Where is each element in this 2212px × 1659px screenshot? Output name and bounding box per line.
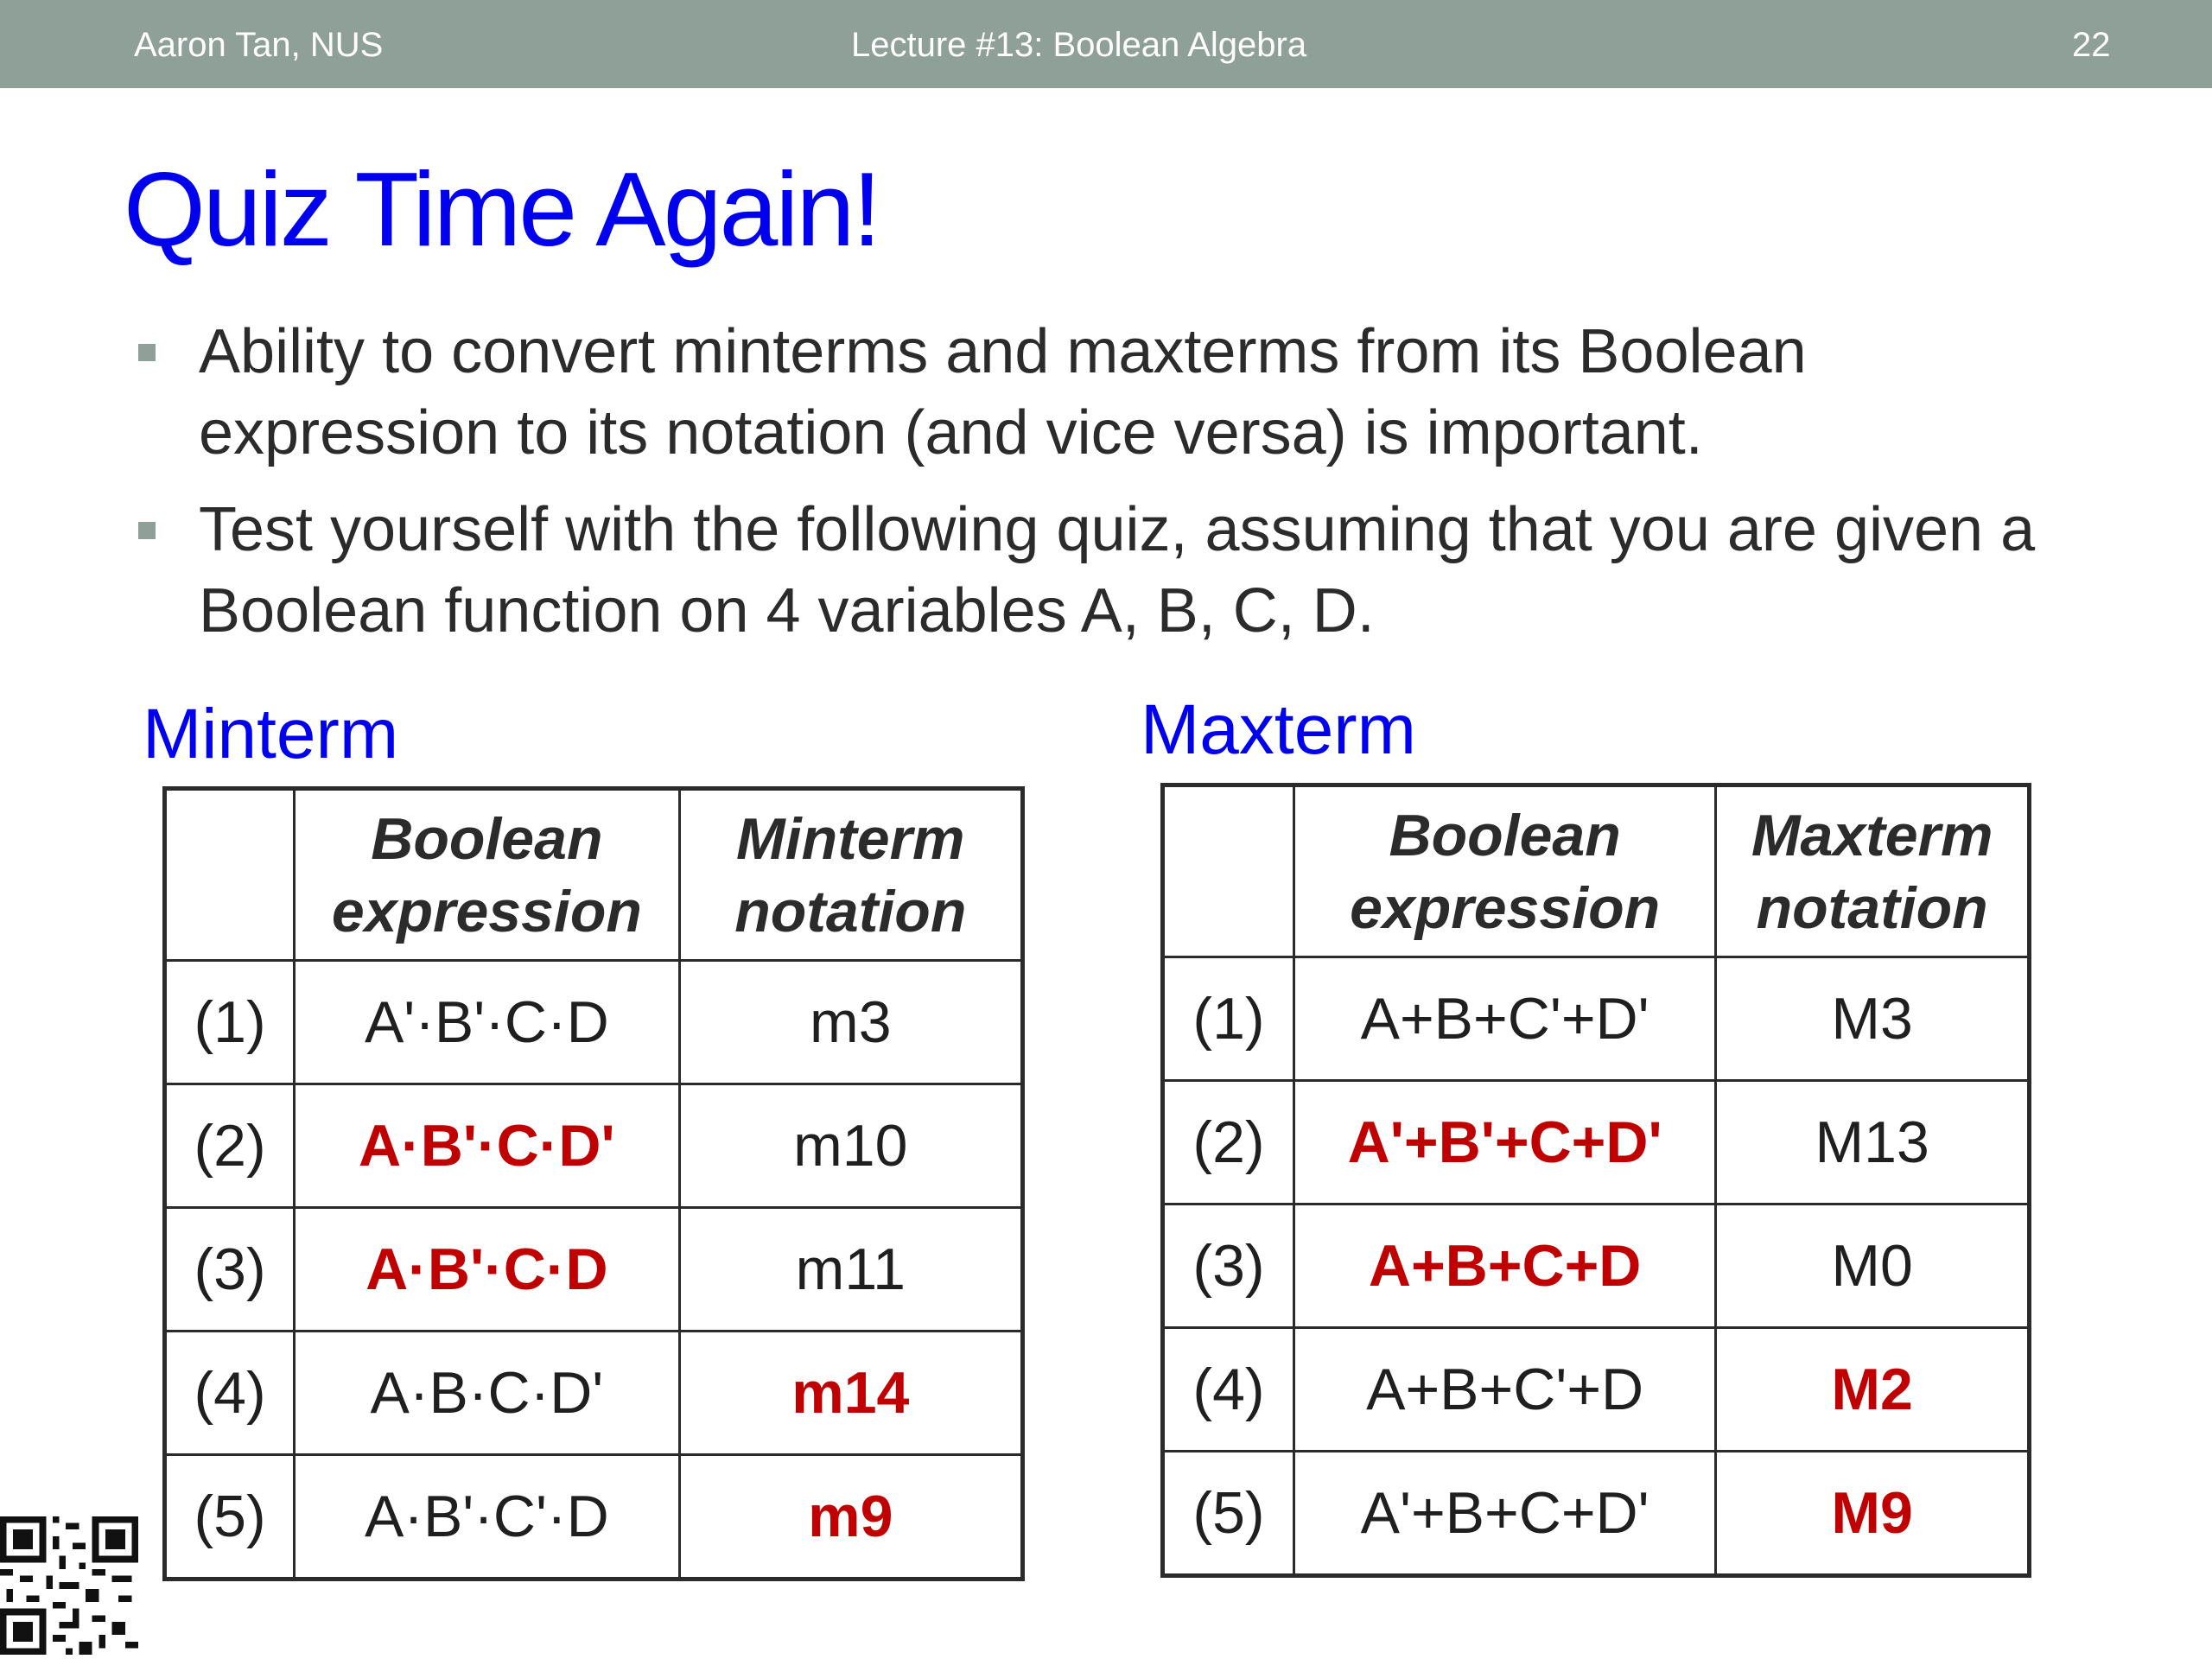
row-expression-answer: A·B'·C·D (295, 1208, 679, 1332)
row-notation: m10 (679, 1084, 1022, 1208)
row-expression-answer: A·B'·C·D' (295, 1084, 679, 1208)
row-notation-answer: M9 (1716, 1452, 2030, 1576)
row-notation: M3 (1716, 957, 2030, 1081)
table-row (1163, 1205, 2030, 1328)
table-row (1163, 1081, 2030, 1205)
table-header-row (165, 789, 1023, 961)
bullet-marker (138, 344, 156, 361)
row-index: (1) (165, 961, 295, 1084)
table-header-row (1163, 785, 2030, 957)
bullet-item (134, 311, 2121, 474)
table-row (165, 961, 1023, 1084)
row-expression: A+B+C'+D' (1294, 957, 1715, 1081)
row-index: (3) (165, 1208, 295, 1332)
table-row (1163, 1452, 2030, 1576)
row-expression: A·B·C·D' (295, 1332, 679, 1455)
row-expression: A'+B+C+D' (1294, 1452, 1715, 1576)
page-number: 22 (2072, 26, 2111, 64)
table-row (165, 1332, 1023, 1455)
row-expression: A+B+C'+D (1294, 1328, 1715, 1452)
maxterm-table (1160, 783, 2031, 1578)
bullet-text: Ability to convert minterms and maxterms from its Boolean expression to its notation (and vice versa) is important. (199, 317, 1807, 467)
row-expression-answer: A+B+C+D (1294, 1205, 1715, 1328)
author-label: Aaron Tan, NUS (134, 26, 384, 64)
table-row (165, 1455, 1023, 1580)
header-expression: Boolean expression (1294, 785, 1715, 957)
row-index: (4) (1163, 1328, 1294, 1452)
row-index: (1) (1163, 957, 1294, 1081)
row-expression: A'·B'·C·D (295, 961, 679, 1084)
bullet-marker (138, 522, 156, 539)
row-index: (5) (1163, 1452, 1294, 1576)
row-notation: m11 (679, 1208, 1022, 1332)
qr-code-icon (0, 1516, 138, 1655)
table-row (165, 1084, 1023, 1208)
bullet-text: Test yourself with the following quiz, assuming that you are given a Boolean function on 4 variables A, B, C, D. (199, 495, 2036, 645)
header-blank (1163, 785, 1294, 957)
bullet-list (134, 311, 2121, 667)
row-expression: A·B'·C'·D (295, 1455, 679, 1580)
minterm-label: Minterm (143, 695, 399, 773)
row-notation: M0 (1716, 1205, 2030, 1328)
row-index: (2) (165, 1084, 295, 1208)
slide-title: Quiz Time Again! (124, 150, 880, 268)
header-notation: Maxterm notation (1716, 785, 2030, 957)
row-notation-answer: m9 (679, 1455, 1022, 1580)
table-row (1163, 957, 2030, 1081)
header-notation: Minterm notation (679, 789, 1022, 961)
header-blank (165, 789, 295, 961)
row-index: (5) (165, 1455, 295, 1580)
row-index: (2) (1163, 1081, 1294, 1205)
minterm-table (162, 786, 1025, 1581)
bullet-item (134, 489, 2121, 652)
row-notation-answer: M2 (1716, 1328, 2030, 1452)
header-expression: Boolean expression (295, 789, 679, 961)
row-index: (4) (165, 1332, 295, 1455)
row-expression-answer: A'+B'+C+D' (1294, 1081, 1715, 1205)
row-notation: M13 (1716, 1081, 2030, 1205)
table-row (165, 1208, 1023, 1332)
row-notation-answer: m14 (679, 1332, 1022, 1455)
table-row (1163, 1328, 2030, 1452)
lecture-title: Lecture #13: Boolean Algebra (851, 26, 1307, 64)
slide-header (0, 0, 2212, 88)
row-notation: m3 (679, 961, 1022, 1084)
maxterm-label: Maxterm (1141, 690, 1416, 769)
row-index: (3) (1163, 1205, 1294, 1328)
